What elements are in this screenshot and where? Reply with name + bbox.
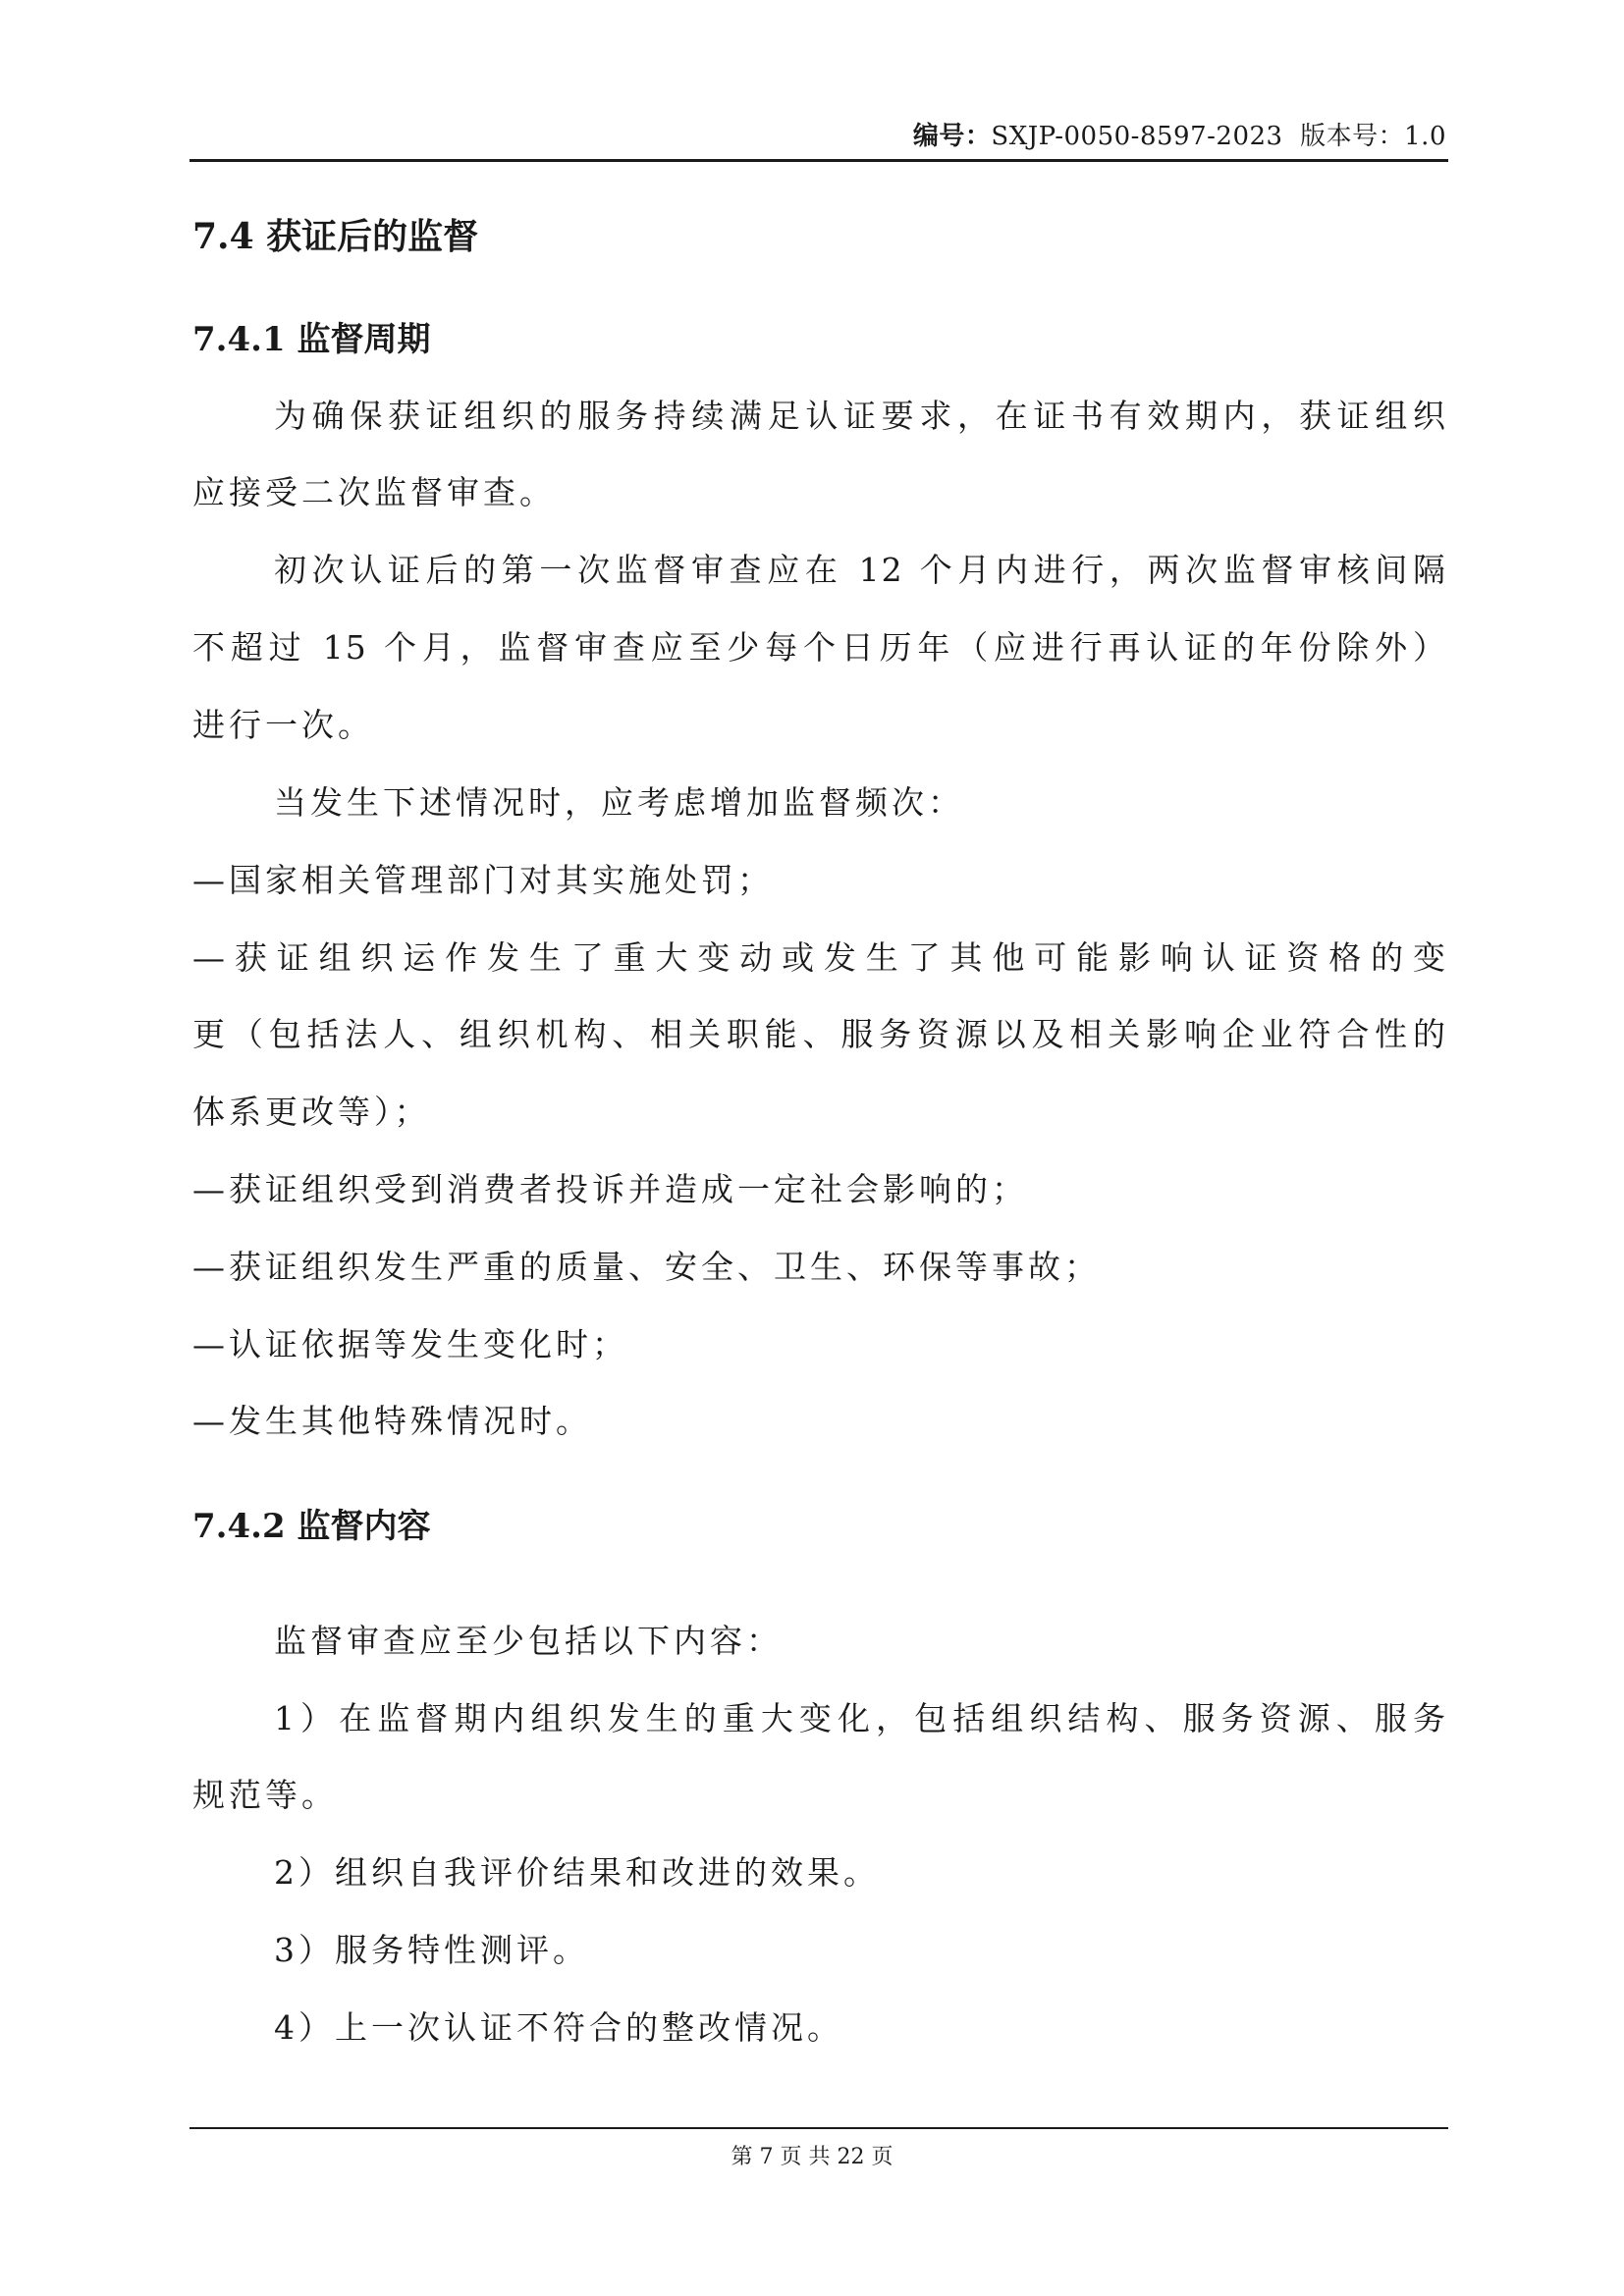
paragraph-line: 监督审查应至少包括以下内容：	[274, 1622, 783, 1660]
list-item-continued: 更（包括法人、组织机构、相关职能、服务资源以及相关影响企业符合性的	[192, 1015, 1447, 1053]
paragraph-line: 进行一次。	[192, 706, 374, 744]
paragraph-line: 当发生下述情况时，应考虑增加监督频次：	[274, 783, 964, 822]
page-number: 第 7 页 共 22 页	[731, 2145, 893, 2169]
paragraph-line: 初次认证后的第一次监督审查应在 12 个月内进行，两次监督审核间隔	[274, 551, 1447, 589]
list-item: 1）在监督期内组织发生的重大变化，包括组织结构、服务资源、服务	[274, 1699, 1447, 1737]
code-value: SXJP-0050-8597-2023	[991, 122, 1283, 151]
paragraph-line: 为确保获证组织的服务持续满足认证要求，在证书有效期内，获证组织	[274, 397, 1447, 435]
list-item: —认证依据等发生变化时；	[192, 1325, 628, 1363]
list-item: 2）组织自我评价结果和改进的效果。	[274, 1853, 880, 1892]
document-code-version	[913, 116, 1446, 152]
list-item-continued: 规范等。	[192, 1776, 338, 1814]
version-value: 1.0	[1404, 122, 1446, 151]
paragraph-line: 不超过 15 个月，监督审查应至少每个日历年（应进行再认证的年份除外）	[192, 628, 1447, 667]
footer-divider	[189, 2127, 1448, 2129]
paragraph-line: 应接受二次监督审查。	[192, 473, 556, 511]
version-label: 版本号：	[1300, 122, 1405, 151]
section-7-4-title: 7.4 获证后的监督	[192, 216, 479, 257]
list-item: 3）服务特性测评。	[274, 1931, 589, 1969]
list-item: —获证组织发生严重的质量、安全、卫生、环保等事故；	[192, 1248, 1101, 1286]
code-label: 编号：	[912, 122, 992, 151]
list-item: —获证组织运作发生了重大变动或发生了其他可能影响认证资格的变	[192, 938, 1447, 977]
list-item: 4）上一次认证不符合的整改情况。	[274, 2008, 843, 2047]
list-item: —获证组织受到消费者投诉并造成一定社会影响的；	[192, 1170, 1028, 1208]
list-item: —国家相关管理部门对其实施处罚；	[192, 861, 774, 899]
section-7-4-2-title: 7.4.2 监督内容	[192, 1507, 431, 1546]
list-item: —发生其他特殊情况时。	[192, 1402, 592, 1440]
page-header	[189, 110, 1448, 162]
section-7-4-1-title: 7.4.1 监督周期	[192, 320, 431, 359]
list-item-continued: 体系更改等）；	[192, 1093, 431, 1131]
